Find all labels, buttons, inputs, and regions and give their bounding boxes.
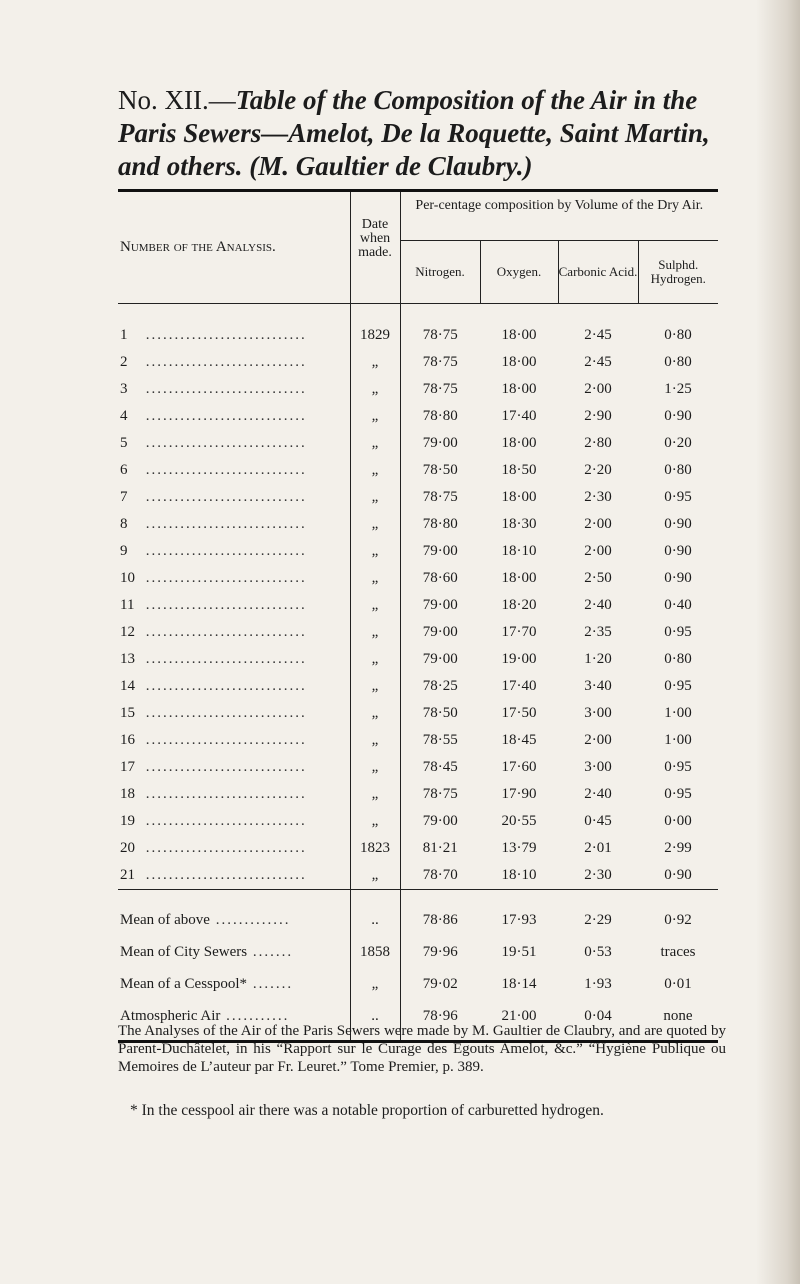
nitrogen-cell: 79·00 [422, 435, 458, 451]
date-cell: 1823 [350, 835, 400, 862]
date-cell: „ [350, 565, 400, 592]
sulphd-cell: 0·90 [664, 867, 692, 883]
row-label [118, 862, 350, 890]
nitrogen-cell: 79·02 [422, 975, 458, 992]
date-cell: „ [350, 538, 400, 565]
header-date: Date when made. [350, 192, 400, 304]
oxygen-cell: 18·00 [501, 435, 537, 451]
analysis-number: 11 [120, 597, 135, 613]
note-text: The Analyses of the Air of the Paris Sewers were made by M. Gaultier de Claubry, and are quoted by Parent-Duchâtelet, in his “Rapport sur le Curage des Egouts Amelot, &c.” “Hygiène Publique ou Memoires de L’auteur par Fr. Leuret.” Tome Premier, p. 389. [118, 1023, 726, 1075]
date-cell: .. [350, 890, 400, 937]
row-label [118, 835, 350, 862]
date-cell: „ [350, 862, 400, 890]
nitrogen-cell: 78·75 [422, 354, 458, 370]
row-label [118, 968, 350, 1000]
analysis-number: 12 [120, 624, 135, 640]
footnote: * In the cesspool air there was a notable proportion of carburetted hydrogen. [130, 1102, 604, 1119]
table-row [118, 304, 718, 350]
sulphd-cell: 0·01 [664, 975, 692, 992]
analysis-number: 15 [120, 705, 135, 721]
oxygen-cell: 18·00 [501, 327, 537, 343]
row-label [118, 457, 350, 484]
carbonic-cell: 2·00 [584, 732, 612, 748]
sulphd-cell: 0·00 [664, 813, 692, 829]
carbonic-cell: 3·00 [584, 705, 612, 721]
row-label [118, 403, 350, 430]
sulphd-cell: 0·80 [664, 462, 692, 478]
date-cell: 1829 [350, 304, 400, 350]
nitrogen-cell: 78·45 [422, 759, 458, 775]
carbonic-cell: 1·20 [584, 651, 612, 667]
table-row [118, 403, 718, 430]
row-label [118, 646, 350, 673]
date-cell: „ [350, 457, 400, 484]
analysis-number: 10 [120, 570, 135, 586]
row-label [118, 376, 350, 403]
carbonic-cell: 2·35 [584, 624, 612, 640]
carbonic-cell: 2·90 [584, 408, 612, 424]
carbonic-cell: 2·00 [584, 381, 612, 397]
analysis-number: 6 [120, 462, 128, 478]
analysis-number: 14 [120, 678, 135, 694]
analysis-number: 17 [120, 759, 135, 775]
nitrogen-cell: 78·75 [422, 489, 458, 505]
oxygen-cell: 17·40 [501, 678, 537, 694]
leader-dots: ............................ [140, 597, 307, 613]
leader-dots: ............................ [140, 354, 307, 370]
sulphd-cell: 0·95 [664, 489, 692, 505]
header-group: Per-centage composition by Volume of the Dry Air. [400, 192, 718, 241]
carbonic-cell: 0·04 [584, 1007, 612, 1024]
date-cell: „ [350, 376, 400, 403]
oxygen-cell: 17·90 [501, 786, 537, 802]
header-oxygen: Oxygen. [480, 241, 558, 304]
carbonic-cell: 2·00 [584, 543, 612, 559]
sulphd-cell: 1·25 [664, 381, 692, 397]
oxygen-cell: 18·00 [501, 354, 537, 370]
carbonic-cell: 2·45 [584, 327, 612, 343]
analysis-number: 20 [120, 840, 135, 856]
date-cell: „ [350, 403, 400, 430]
analysis-number: 1 [120, 327, 128, 343]
nitrogen-cell: 78·55 [422, 732, 458, 748]
nitrogen-cell: 79·00 [422, 624, 458, 640]
analysis-number: 2 [120, 354, 128, 370]
sulphd-cell: 0·40 [664, 597, 692, 613]
leader-dots: ............................ [140, 570, 307, 586]
carbonic-cell: 2·01 [584, 840, 612, 856]
oxygen-cell: 17·60 [501, 759, 537, 775]
sulphd-cell: 0·90 [664, 408, 692, 424]
sulphd-cell: 0·95 [664, 759, 692, 775]
oxygen-cell: 18·10 [501, 543, 537, 559]
analysis-number: 21 [120, 867, 135, 883]
sulphd-cell: 0·95 [664, 678, 692, 694]
mean-label: Mean of above [120, 911, 210, 928]
oxygen-cell: 17·40 [501, 408, 537, 424]
oxygen-cell: 18·20 [501, 597, 537, 613]
date-cell: „ [350, 646, 400, 673]
leader-dots: ............................ [140, 867, 307, 883]
sulphd-cell: 0·95 [664, 786, 692, 802]
leader-dots: ........... [220, 1007, 290, 1024]
row-label [118, 349, 350, 376]
sulphd-cell: 0·80 [664, 651, 692, 667]
carbonic-cell: 1·93 [584, 975, 612, 992]
mean-label: Atmospheric Air [120, 1007, 221, 1024]
oxygen-cell: 21·00 [501, 1007, 537, 1024]
carbonic-cell: 3·00 [584, 759, 612, 775]
mean-label: Mean of City Sewers [120, 943, 248, 960]
leader-dots: ............................ [140, 327, 307, 343]
sulphd-cell: 0·80 [664, 327, 692, 343]
date-cell: .. [350, 1000, 400, 1040]
table-row [118, 781, 718, 808]
table-row [118, 376, 718, 403]
leader-dots: ............................ [140, 678, 307, 694]
sulphd-cell: 1·00 [664, 705, 692, 721]
table-row [118, 890, 718, 937]
oxygen-cell: 13·79 [501, 840, 537, 856]
leader-dots: ....... [247, 975, 294, 992]
leader-dots: ............................ [140, 786, 307, 802]
nitrogen-cell: 81·21 [422, 840, 458, 856]
row-label [118, 430, 350, 457]
row-label [118, 592, 350, 619]
leader-dots: ............................ [140, 813, 307, 829]
date-cell: „ [350, 619, 400, 646]
nitrogen-cell: 78·70 [422, 867, 458, 883]
leader-dots: ............................ [140, 381, 307, 397]
row-label [118, 754, 350, 781]
carbonic-cell: 2·20 [584, 462, 612, 478]
nitrogen-cell: 78·86 [422, 911, 458, 928]
date-cell: „ [350, 511, 400, 538]
date-cell: „ [350, 484, 400, 511]
nitrogen-cell: 78·75 [422, 327, 458, 343]
date-cell: 1858 [350, 936, 400, 968]
table-row [118, 936, 718, 968]
sulphd-cell: 0·80 [664, 354, 692, 370]
sulphd-cell: 0·90 [664, 570, 692, 586]
row-label [118, 727, 350, 754]
leader-dots: ............................ [140, 759, 307, 775]
nitrogen-cell: 79·00 [422, 813, 458, 829]
table-row [118, 511, 718, 538]
leader-dots: ............................ [140, 705, 307, 721]
table-row [118, 700, 718, 727]
row-label [118, 781, 350, 808]
carbonic-cell: 2·00 [584, 516, 612, 532]
leader-dots: ............................ [140, 489, 307, 505]
date-cell: „ [350, 968, 400, 1000]
date-cell: „ [350, 808, 400, 835]
oxygen-cell: 19·00 [501, 651, 537, 667]
oxygen-cell: 17·93 [501, 911, 537, 928]
table-row [118, 835, 718, 862]
nitrogen-cell: 79·00 [422, 543, 458, 559]
date-cell: „ [350, 700, 400, 727]
date-cell: „ [350, 754, 400, 781]
nitrogen-cell: 78·25 [422, 678, 458, 694]
analysis-number: 7 [120, 489, 128, 505]
sulphd-cell: 0·95 [664, 624, 692, 640]
oxygen-cell: 17·50 [501, 705, 537, 721]
carbonic-cell: 2·80 [584, 435, 612, 451]
header-nitrogen: Nitrogen. [415, 264, 465, 279]
sulphd-cell: 0·90 [664, 543, 692, 559]
row-label [118, 304, 350, 350]
carbonic-cell: 2·45 [584, 354, 612, 370]
oxygen-cell: 18·10 [501, 867, 537, 883]
row-label [118, 619, 350, 646]
title-text: Table of the Composition of the Air in the Paris Sewers—Amelot, De la Roquette, Saint Martin, and others. (M. Gaultier de Claubry.) [118, 85, 710, 181]
nitrogen-cell: 78·75 [422, 786, 458, 802]
leader-dots: ............................ [140, 651, 307, 667]
sulphd-cell: 1·00 [664, 732, 692, 748]
note-paragraph [118, 1022, 726, 1076]
row-label [118, 673, 350, 700]
nitrogen-cell: 78·60 [422, 570, 458, 586]
table-row [118, 754, 718, 781]
row-label [118, 511, 350, 538]
leader-dots: ............................ [140, 543, 307, 559]
title-prefix: No. XII.— [118, 85, 236, 115]
nitrogen-cell: 78·80 [422, 408, 458, 424]
analysis-number: 3 [120, 381, 128, 397]
row-label [118, 700, 350, 727]
date-cell: „ [350, 430, 400, 457]
analysis-number: 16 [120, 732, 135, 748]
table-row [118, 565, 718, 592]
composition-table [118, 189, 718, 1043]
nitrogen-cell: 78·75 [422, 381, 458, 397]
date-cell: „ [350, 781, 400, 808]
nitrogen-cell: 78·80 [422, 516, 458, 532]
mean-rows [118, 890, 718, 1041]
date-cell: „ [350, 592, 400, 619]
oxygen-cell: 18·30 [501, 516, 537, 532]
analysis-number: 9 [120, 543, 128, 559]
header-sulphd: Sulphd. Hydrogen. [638, 241, 718, 304]
sulphd-cell: none [663, 1007, 693, 1024]
carbonic-cell: 2·30 [584, 867, 612, 883]
oxygen-cell: 18·14 [501, 975, 537, 992]
nitrogen-cell: 78·50 [422, 705, 458, 721]
leader-dots: ............................ [140, 516, 307, 532]
row-label [118, 565, 350, 592]
carbonic-cell: 0·53 [584, 943, 612, 960]
nitrogen-cell: 79·00 [422, 597, 458, 613]
leader-dots: ............................ [140, 435, 307, 451]
table-row [118, 862, 718, 890]
carbonic-cell: 2·40 [584, 597, 612, 613]
row-label [118, 890, 350, 937]
header-carbonic: Carbonic Acid. [558, 241, 638, 304]
analysis-number: 5 [120, 435, 128, 451]
sulphd-cell: 2·99 [664, 840, 692, 856]
table-row [118, 457, 718, 484]
leader-dots: ............................ [140, 732, 307, 748]
analysis-number: 19 [120, 813, 135, 829]
oxygen-cell: 20·55 [501, 813, 537, 829]
sulphd-cell: 0·90 [664, 516, 692, 532]
page-title [118, 84, 758, 183]
carbonic-cell: 2·40 [584, 786, 612, 802]
header-number: Number of the Analysis. [118, 192, 350, 304]
row-label [118, 538, 350, 565]
row-label [118, 808, 350, 835]
sulphd-cell: 0·20 [664, 435, 692, 451]
table-row [118, 727, 718, 754]
mean-label: Mean of a Cesspool* [120, 975, 248, 992]
analysis-number: 8 [120, 516, 128, 532]
carbonic-cell: 2·29 [584, 911, 612, 928]
leader-dots: ............................ [140, 408, 307, 424]
table-row [118, 592, 718, 619]
leader-dots: ............................ [140, 840, 307, 856]
oxygen-cell: 18·00 [501, 381, 537, 397]
date-cell: „ [350, 349, 400, 376]
carbonic-cell: 3·40 [584, 678, 612, 694]
carbonic-cell: 2·50 [584, 570, 612, 586]
page-edge-shadow [756, 0, 800, 1284]
oxygen-cell: 18·50 [501, 462, 537, 478]
oxygen-cell: 17·70 [501, 624, 537, 640]
table-row [118, 619, 718, 646]
analysis-number: 4 [120, 408, 128, 424]
table-row [118, 349, 718, 376]
analysis-number: 13 [120, 651, 135, 667]
nitrogen-cell: 78·96 [422, 1007, 458, 1024]
carbonic-cell: 2·30 [584, 489, 612, 505]
table-row [118, 538, 718, 565]
analysis-number: 18 [120, 786, 135, 802]
carbonic-cell: 0·45 [584, 813, 612, 829]
nitrogen-cell: 79·96 [422, 943, 458, 960]
table-row [118, 808, 718, 835]
date-cell: „ [350, 727, 400, 754]
oxygen-cell: 18·45 [501, 732, 537, 748]
table-row [118, 646, 718, 673]
oxygen-cell: 18·00 [501, 489, 537, 505]
nitrogen-cell: 79·00 [422, 651, 458, 667]
analysis-rows [118, 304, 718, 890]
table-row [118, 673, 718, 700]
leader-dots: ............................ [140, 624, 307, 640]
table-row [118, 484, 718, 511]
sulphd-cell: traces [660, 943, 696, 960]
oxygen-cell: 19·51 [501, 943, 537, 960]
sulphd-cell: 0·92 [664, 911, 692, 928]
row-label [118, 936, 350, 968]
leader-dots: ............................ [140, 462, 307, 478]
nitrogen-cell: 78·50 [422, 462, 458, 478]
table-row [118, 430, 718, 457]
date-cell: „ [350, 673, 400, 700]
oxygen-cell: 18·00 [501, 570, 537, 586]
leader-dots: ............. [209, 911, 291, 928]
leader-dots: ....... [247, 943, 294, 960]
row-label [118, 484, 350, 511]
table-row [118, 968, 718, 1000]
